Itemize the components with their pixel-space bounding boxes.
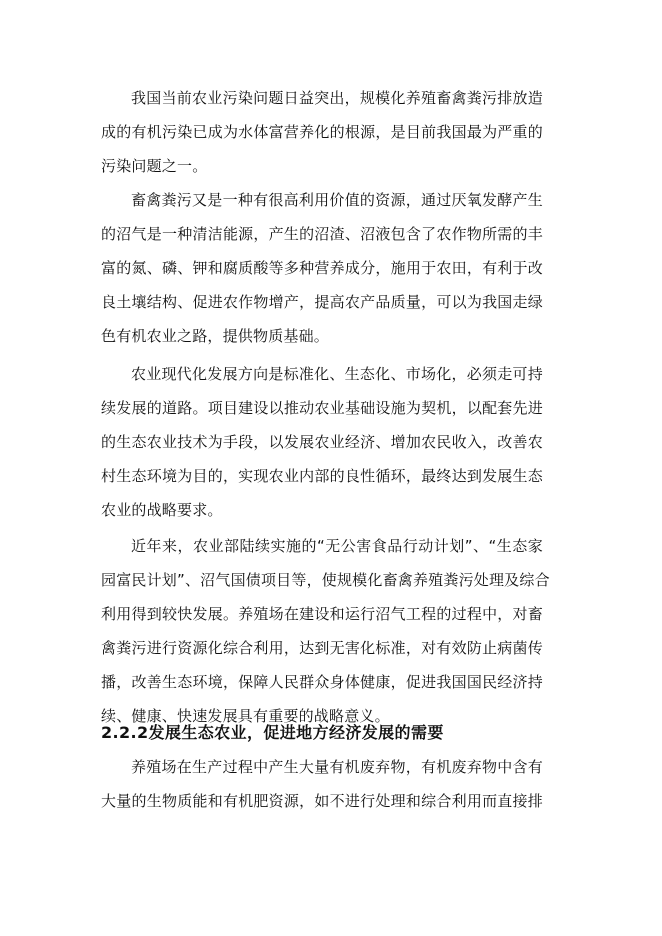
text-line: 农业现代化发展方向是标准化、生态化、市场化，必须走可持 (131, 365, 543, 383)
text-line: 成的有机污染已成为水体富营养化的根源，是目前我国最为严重的 (101, 123, 543, 141)
paragraph-2 (101, 183, 543, 353)
text-line: 农业的战略要求。 (101, 501, 223, 519)
text-line: 利用得到较快发展。养殖场在建设和运行沼气工程的过程中，对畜 (101, 605, 543, 623)
text-line: 的生态农业技术为手段，以发展农业经济、增加农民收入，改善农 (101, 433, 543, 451)
text-line: 畜禽粪污又是一种有很高利用价值的资源，通过厌氧发酵产生 (131, 191, 543, 209)
text-line: 村生态环境为目的，实现农业内部的良性循环，最终达到发展生态 (101, 467, 543, 485)
text-line: 的沼气是一种清洁能源，产生的沼渣、沼液包含了农作物所需的丰 (101, 225, 543, 243)
text-line: 污染问题之一。 (101, 157, 208, 175)
text-line: 我国当前农业污染问题日益突出，规模化养殖畜禽粪污排放造 (131, 89, 543, 107)
text-line: 续发展的道路。项目建设以推动农业基础设施为契机，以配套先进 (101, 399, 543, 417)
section-heading: 2.2.2发展生态农业，促进地方经济发展的需要 (101, 723, 444, 742)
paragraph-4 (101, 529, 550, 733)
paragraph-1 (101, 81, 543, 183)
text-line: 续、健康、快速发展具有重要的战略意义。 (101, 707, 390, 725)
text-line: 禽粪污进行资源化综合利用，达到无害化标准，对有效防止病菌传 (101, 639, 543, 657)
text-line: 富的氮、磷、钾和腐质酸等多种营养成分，施用于农田，有利于改 (101, 259, 543, 277)
text-line: 良土壤结构、促进农作物增产，提高农产品质量，可以为我国走绿 (101, 293, 543, 311)
text-line: 播，改善生态环境，保障人民群众身体健康，促进我国国民经济持 (101, 673, 543, 691)
text-line: 园富民计划”、沼气国债项目等，使规模化畜禽养殖粪污处理及综合 (101, 571, 550, 589)
paragraph-3 (101, 357, 543, 527)
text-line: 大量的生物质能和有机肥资源，如不进行处理和综合利用而直接排 (101, 792, 543, 810)
text-line: 色有机农业之路，提供物质基础。 (101, 327, 330, 345)
text-line: 近年来，农业部陆续实施的“无公害食品行动计划”、“生态家 (131, 537, 543, 555)
paragraph-5 (101, 750, 543, 818)
text-line: 养殖场在生产过程中产生大量有机废弃物，有机废弃物中含有 (131, 758, 543, 776)
